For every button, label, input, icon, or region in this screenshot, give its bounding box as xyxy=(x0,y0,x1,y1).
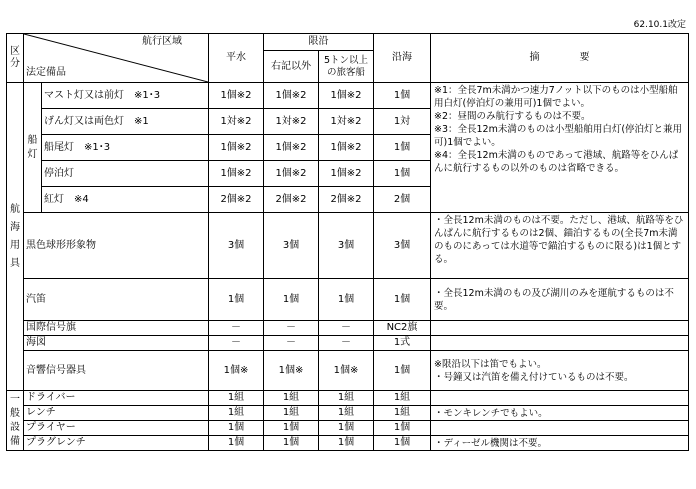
value-5t: 1個※ xyxy=(319,351,374,391)
item-name: 停泊灯 xyxy=(42,161,209,187)
value-enkai: NC2旗 xyxy=(374,321,431,336)
value-enkai: 3個 xyxy=(374,213,431,279)
value-heisui: 1組 xyxy=(209,406,264,421)
value-heisui: 1個 xyxy=(209,421,264,436)
remark-line: ・全長12m未満のもの及び湖川のみを運航するものは不要。 xyxy=(434,287,674,312)
value-5t: 1個※2 xyxy=(319,161,374,187)
remarks-wrench xyxy=(431,406,689,421)
remark-line: ※3：全長12m未満のものは小型船舶用白灯(停泊灯と兼用可)1個でよい。 xyxy=(434,124,683,148)
group-lights: 船灯 xyxy=(24,83,42,213)
item-name: マスト灯又は前灯 ※1･3 xyxy=(42,83,209,109)
value-enkai: 1個 xyxy=(374,279,431,321)
value-enkai: 1個 xyxy=(374,135,431,161)
value-5t: 1組 xyxy=(319,391,374,406)
value-other: 3個 xyxy=(264,213,319,279)
value-enkai: 1個 xyxy=(374,83,431,109)
value-heisui: 3個 xyxy=(209,213,264,279)
value-other: 1対※2 xyxy=(264,109,319,135)
value-other: 1組 xyxy=(264,406,319,421)
value-other: － xyxy=(264,321,319,336)
remarks-empty xyxy=(431,336,689,351)
group-navigation: 航海用具 xyxy=(7,83,24,391)
value-5t: － xyxy=(319,336,374,351)
value-enkai: 1組 xyxy=(374,391,431,406)
value-enkai: 1式 xyxy=(374,336,431,351)
value-heisui: 1個※ xyxy=(209,351,264,391)
value-5t: 1対※2 xyxy=(319,109,374,135)
value-5t: － xyxy=(319,321,374,336)
value-other: 1個※2 xyxy=(264,83,319,109)
item-name: 船尾灯 ※1･3 xyxy=(42,135,209,161)
remark-line: ・モンキレンチでもよい。 xyxy=(434,407,548,419)
value-other: 1個 xyxy=(264,436,319,451)
remarks-plug xyxy=(431,436,689,451)
value-heisui: 2個※2 xyxy=(209,187,264,213)
value-5t: 1個 xyxy=(319,436,374,451)
header-genen-other: 右記以外 xyxy=(264,51,319,83)
value-heisui: － xyxy=(209,336,264,351)
value-enkai: 1対 xyxy=(374,109,431,135)
value-enkai: 1組 xyxy=(374,406,431,421)
remarks-whistle xyxy=(431,279,689,321)
item-name: レンチ xyxy=(24,406,209,421)
revision-date: 62.10.1改定 xyxy=(633,20,686,30)
item-name: プラグレンチ xyxy=(24,436,209,451)
value-heisui: 1組 xyxy=(209,391,264,406)
value-heisui: 1個※2 xyxy=(209,161,264,187)
remark-line: ・号鐘又は汽笛を備え付けているものは不要。 xyxy=(434,371,634,383)
header-heisui: 平水 xyxy=(209,34,264,83)
value-enkai: 1個 xyxy=(374,436,431,451)
value-other: 1個 xyxy=(264,421,319,436)
remarks-empty xyxy=(431,391,689,406)
value-5t: 1個 xyxy=(319,421,374,436)
remark-line: ※1：全長7m未満かつ速力7ノット以下のものは小型船舶用白灯(停泊灯の兼用可)1個でよい。 xyxy=(434,85,678,109)
remarks-sound xyxy=(431,351,689,391)
group-general: 一般設備 xyxy=(7,391,24,451)
remark-line: ※2：昼間のみ航行するものは不要。 xyxy=(434,111,591,122)
header-enkai: 沿海 xyxy=(374,34,431,83)
item-name: 海図 xyxy=(24,336,209,351)
value-enkai: 1個 xyxy=(374,351,431,391)
value-enkai: 1個 xyxy=(374,161,431,187)
value-5t: 2個※2 xyxy=(319,187,374,213)
value-heisui: 1対※2 xyxy=(209,109,264,135)
remark-line: ※限沿以下は笛でもよい。 xyxy=(434,358,547,370)
value-other: 2個※2 xyxy=(264,187,319,213)
value-other: 1個※2 xyxy=(264,161,319,187)
remarks-empty xyxy=(431,421,689,436)
remarks-ball xyxy=(431,213,689,279)
header-tekiyo: 摘 要 xyxy=(431,34,689,83)
header-koiki: 航行区域 xyxy=(142,36,182,47)
value-other: 1組 xyxy=(264,391,319,406)
value-5t: 1個※2 xyxy=(319,83,374,109)
header-kubun: 区分 xyxy=(7,34,24,83)
item-name: 黒色球形形象物 xyxy=(24,213,209,279)
value-enkai: 1個 xyxy=(374,421,431,436)
header-genen-5t: 5トン以上の旅客船 xyxy=(319,51,374,83)
value-5t: 3個 xyxy=(319,213,374,279)
value-5t: 1個※2 xyxy=(319,135,374,161)
remark-line: ・ディーゼル機関は不要。 xyxy=(434,437,548,449)
value-other: 1個※ xyxy=(264,351,319,391)
header-genen: 限沿 xyxy=(264,34,374,51)
value-other: 1個※2 xyxy=(264,135,319,161)
item-name: 国際信号旗 xyxy=(24,321,209,336)
value-5t: 1組 xyxy=(319,406,374,421)
equipment-table xyxy=(6,33,689,451)
item-name: プライヤー xyxy=(24,421,209,436)
header-hotei: 法定備品 xyxy=(26,67,66,78)
value-heisui: 1個※2 xyxy=(209,135,264,161)
item-name: ドライバー xyxy=(24,391,209,406)
remark-line: ※4：全長12m未満のものであって港域、航路等をひんぱんに航行するもの以外のものは省略できる。 xyxy=(434,150,679,174)
item-name: 汽笛 xyxy=(24,279,209,321)
value-heisui: － xyxy=(209,321,264,336)
remarks-lights xyxy=(431,83,689,213)
value-5t: 1個 xyxy=(319,279,374,321)
header-diagonal xyxy=(24,34,209,83)
value-heisui: 1個 xyxy=(209,436,264,451)
item-name: げん灯又は両色灯 ※1 xyxy=(42,109,209,135)
value-other: － xyxy=(264,336,319,351)
value-heisui: 1個 xyxy=(209,279,264,321)
remark-line: ・全長12m未満のものは不要。ただし、港域、航路等をひんぱんに航行するものは2個、錨泊するもの(全長7m未満のものにあっては水道等で錨泊するものに限る)は1個とする。 xyxy=(434,215,684,265)
item-name: 音響信号器具 xyxy=(24,351,209,391)
value-enkai: 2個 xyxy=(374,187,431,213)
value-heisui: 1個※2 xyxy=(209,83,264,109)
item-name: 紅灯 ※4 xyxy=(42,187,209,213)
remarks-empty xyxy=(431,321,689,336)
value-other: 1個 xyxy=(264,279,319,321)
